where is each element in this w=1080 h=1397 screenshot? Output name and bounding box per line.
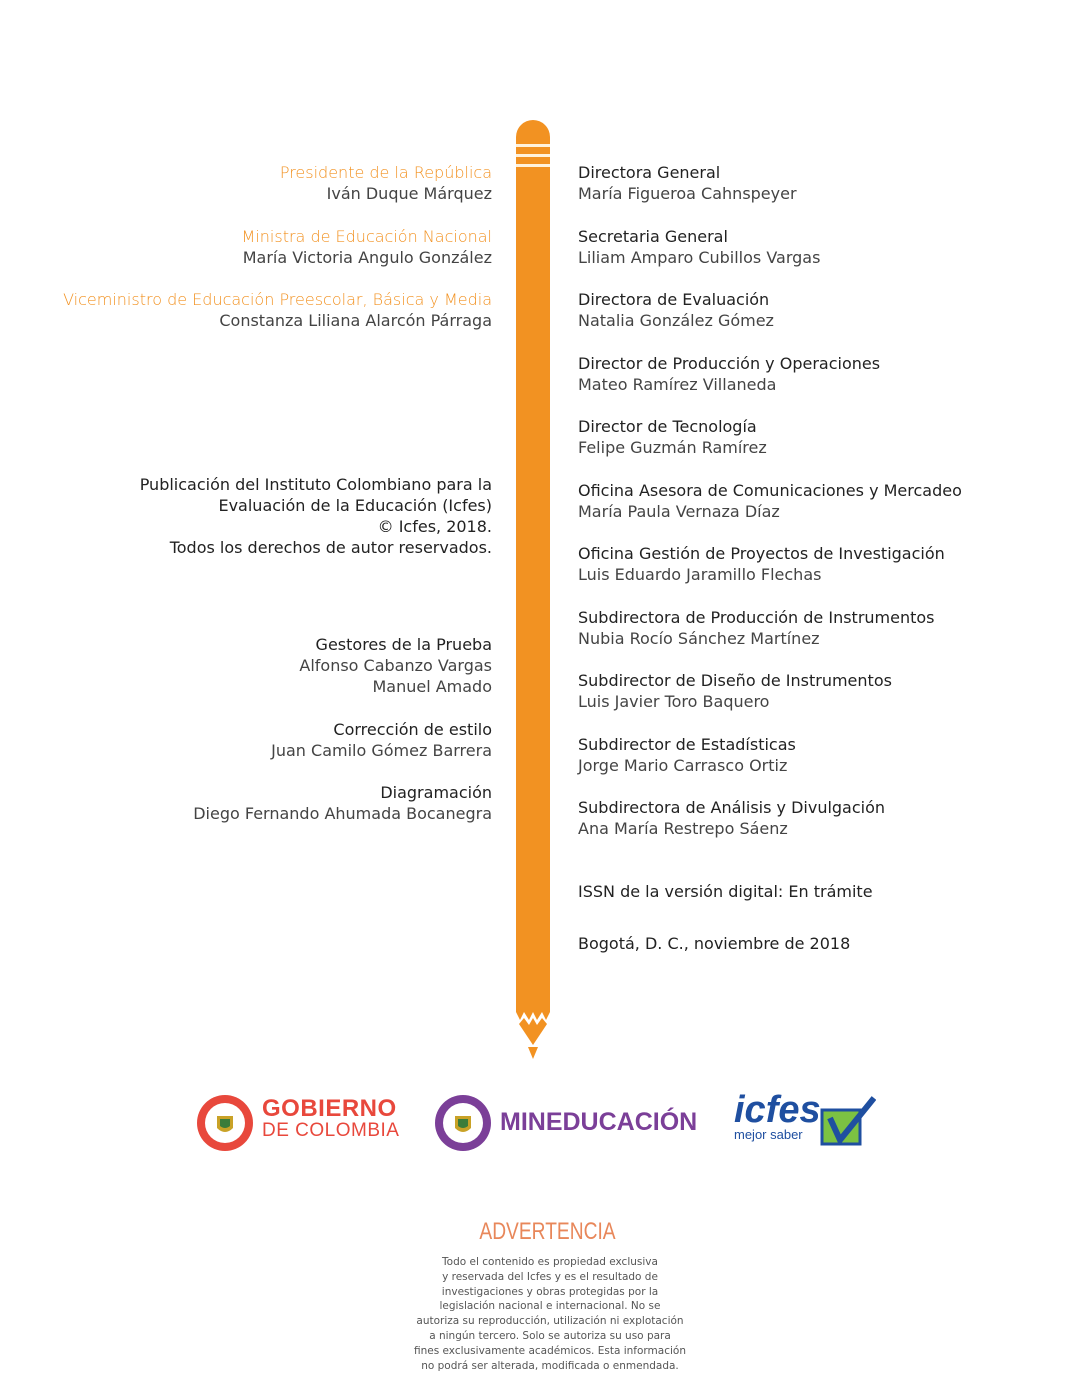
staff-title: Subdirector de Estadísticas bbox=[578, 734, 796, 754]
advertencia-line: autoriza su reproducción, utilización ni explotación bbox=[416, 1315, 684, 1328]
advertencia-line: Todo el contenido es propiedad exclusiva bbox=[442, 1256, 658, 1268]
staff-entry bbox=[578, 226, 820, 268]
staff-title: Oficina Gestión de Proyectos de Investigación bbox=[578, 544, 945, 563]
staff-name: Mateo Ramírez Villaneda bbox=[578, 374, 777, 394]
advertencia-line: fines exclusivamente académicos. Esta información bbox=[414, 1344, 686, 1357]
staff-title: Subdirectora de Análisis y Divulgación bbox=[578, 798, 886, 817]
issn-text: ISSN de la versión digital: En trámite bbox=[578, 882, 873, 901]
official-viceminister bbox=[63, 289, 492, 331]
credit-diagramacion bbox=[193, 782, 492, 824]
staff-name: Natalia González Gómez bbox=[578, 311, 774, 330]
publication-notice bbox=[140, 474, 492, 558]
staff-entry bbox=[578, 607, 935, 649]
advertencia-body bbox=[390, 1255, 710, 1373]
credit-name: Diego Fernando Ahumada Bocanegra bbox=[193, 804, 492, 823]
staff-name: María Figueroa Cahnspeyer bbox=[578, 184, 797, 203]
advertencia-line: a ningún tercero. Solo se autoriza su uso para bbox=[429, 1329, 671, 1342]
credit-name: Alfonso Cabanzo Vargas bbox=[299, 656, 492, 675]
staff-title: Subdirectora de Producción de Instrumentos bbox=[578, 607, 935, 627]
rights-line: Todos los derechos de autor reservados. bbox=[169, 538, 492, 557]
staff-name: María Paula Vernaza Díaz bbox=[578, 501, 780, 521]
official-president bbox=[280, 162, 492, 204]
advertencia-line: legislación nacional e internacional. No se bbox=[439, 1300, 661, 1313]
staff-name: Ana María Restrepo Sáenz bbox=[578, 819, 788, 838]
colombia-seal-icon bbox=[196, 1094, 254, 1152]
official-title: Presidente de la República bbox=[279, 163, 492, 182]
advertencia-line: no podrá ser alterada, modificada o enmendada. bbox=[421, 1359, 679, 1372]
staff-entry bbox=[578, 162, 797, 204]
credit-name: Juan Camilo Gómez Barrera bbox=[271, 741, 492, 760]
publication-line: Publicación del Instituto Colombiano para la bbox=[139, 475, 492, 494]
official-minister bbox=[242, 226, 492, 268]
staff-name: Luis Javier Toro Baquero bbox=[578, 692, 770, 711]
credit-correccion bbox=[271, 719, 492, 761]
staff-title: Oficina Asesora de Comunicaciones y Mercadeo bbox=[578, 480, 962, 500]
icfes-logo bbox=[734, 1089, 821, 1142]
staff-title: Subdirector de Diseño de Instrumentos bbox=[578, 671, 892, 690]
staff-name: Liliam Amparo Cubillos Vargas bbox=[578, 247, 821, 267]
staff-entry bbox=[578, 734, 796, 776]
credit-title: Corrección de estilo bbox=[333, 720, 492, 739]
staff-entry bbox=[578, 670, 892, 712]
staff-entry bbox=[578, 353, 880, 395]
icfes-wordmark: icfes bbox=[734, 1089, 821, 1131]
official-name: Constanza Liliana Alarcón Párraga bbox=[219, 311, 492, 330]
staff-entry bbox=[578, 543, 945, 585]
icfes-tagline: mejor saber bbox=[734, 1127, 803, 1142]
advertencia-line: y reservada del Icfes y es el resultado de bbox=[442, 1270, 658, 1283]
credit-gestores bbox=[299, 634, 492, 697]
staff-name: Luis Eduardo Jaramillo Flechas bbox=[578, 565, 822, 584]
credit-title: Gestores de la Prueba bbox=[315, 635, 492, 654]
advertencia-line: investigaciones y obras protegidas por la bbox=[441, 1285, 659, 1298]
logos-row bbox=[0, 1090, 1080, 1160]
advertencia-title: ADVERTENCIA bbox=[479, 1218, 616, 1245]
staff-name: Jorge Mario Carrasco Ortiz bbox=[578, 755, 788, 775]
staff-title: Director de Tecnología bbox=[578, 417, 757, 436]
gobierno-line1: GOBIERNO bbox=[262, 1095, 397, 1122]
staff-entry bbox=[578, 416, 767, 458]
staff-title: Directora General bbox=[578, 163, 721, 182]
credit-title: Diagramación bbox=[380, 783, 492, 802]
credit-name: Manuel Amado bbox=[372, 677, 492, 696]
staff-name: Nubia Rocío Sánchez Martínez bbox=[578, 628, 820, 648]
checkmark-icon bbox=[820, 1096, 876, 1146]
staff-entry bbox=[578, 480, 962, 522]
pencil-divider-icon bbox=[516, 120, 550, 1060]
official-name: María Victoria Angulo González bbox=[242, 248, 492, 267]
publication-line: Evaluación de la Educación (Icfes) bbox=[218, 496, 492, 515]
staff-name: Felipe Guzmán Ramírez bbox=[578, 438, 767, 457]
gobierno-line2: DE COLOMBIA bbox=[262, 1120, 400, 1141]
staff-title: Director de Producción y Operaciones bbox=[578, 353, 881, 373]
official-title: Viceministro de Educación Preescolar, Básica y Media bbox=[63, 290, 492, 309]
mineducacion-seal-icon bbox=[434, 1094, 492, 1152]
mineducacion-logo: MINEDUCACIÓN bbox=[500, 1108, 698, 1136]
official-name: Iván Duque Márquez bbox=[326, 184, 492, 203]
staff-entry bbox=[578, 289, 774, 331]
staff-entry bbox=[578, 797, 885, 839]
gobierno-logo bbox=[262, 1095, 400, 1142]
staff-title: Secretaria General bbox=[578, 226, 728, 246]
copyright-line: © Icfes, 2018. bbox=[377, 517, 492, 536]
official-title: Ministra de Educación Nacional bbox=[241, 227, 492, 246]
place-date-text: Bogotá, D. C., noviembre de 2018 bbox=[578, 934, 851, 953]
staff-title: Directora de Evaluación bbox=[578, 290, 770, 309]
